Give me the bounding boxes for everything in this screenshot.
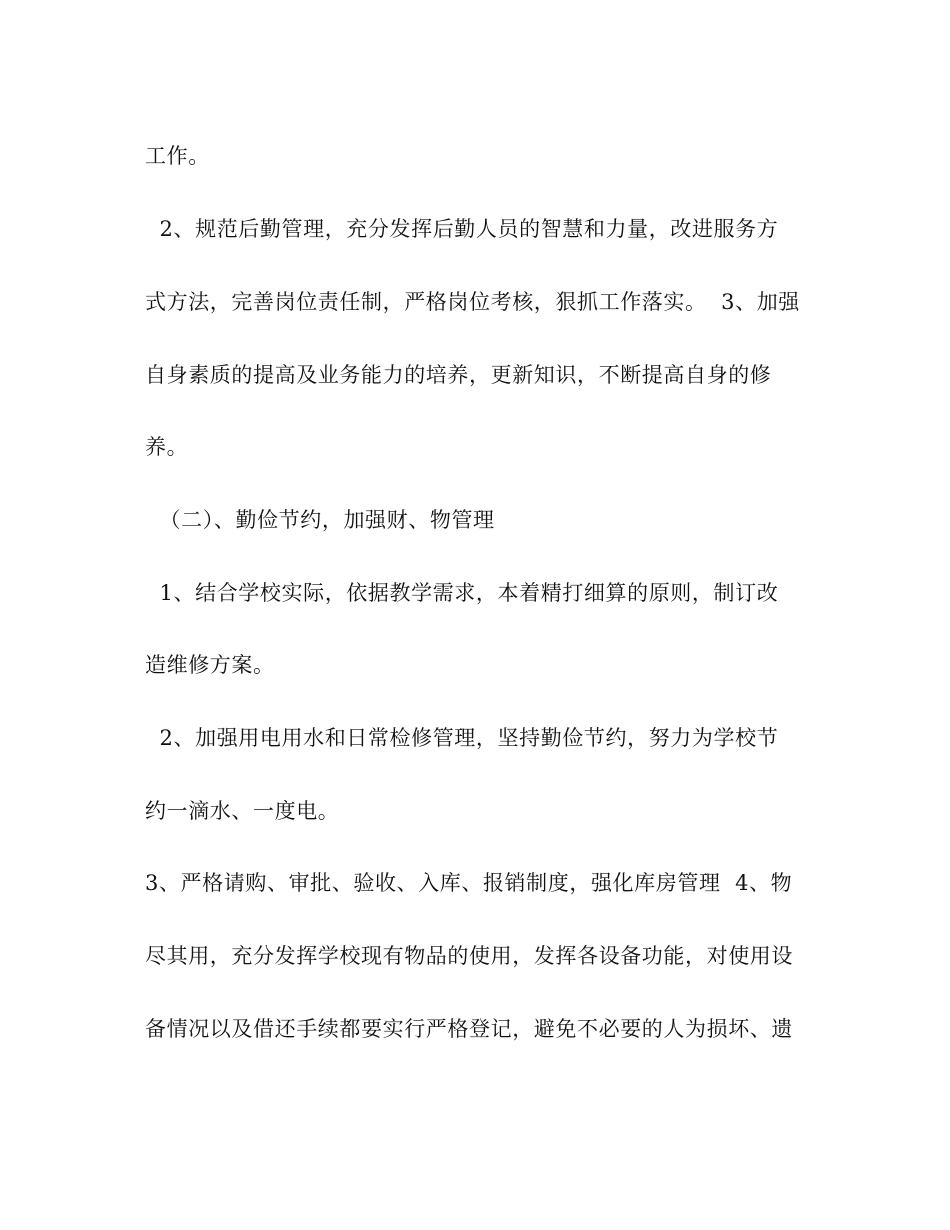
text-line: 自身素质的提高及业务能力的培养，更新知识，不断提高自身的修 bbox=[145, 363, 772, 387]
text-line: 工作。 bbox=[145, 144, 210, 168]
text-line: 2、规范后勤管理，充分发挥后勤人员的智慧和力量，改进服务方 bbox=[145, 217, 779, 241]
text-line: 养。 bbox=[145, 435, 189, 459]
text-line: 尽其用，充分发挥学校现有物品的使用，发挥各设备功能，对使用设 bbox=[145, 944, 793, 968]
text-line: 造维修方案。 bbox=[145, 653, 275, 677]
text-line: 2、加强用电用水和日常检修管理，坚持勤俭节约，努力为学校节 bbox=[145, 726, 779, 750]
text-line: 约一滴水、一度电。 bbox=[145, 799, 340, 823]
text-line: 备情况以及借还手续都要实行严格登记，避免不必要的人为损坏、遗 bbox=[145, 1017, 793, 1041]
text-line: 式方法，完善岗位责任制，严格岗位考核，狠抓工作落实。 3、加强 bbox=[145, 290, 800, 314]
text-line: 3、严格请购、审批、验收、入库、报销制度，强化库房管理 4、物 bbox=[145, 871, 793, 895]
section-heading: （二）、勤俭节约，加强财、物管理 bbox=[145, 508, 495, 532]
text-line: 1、结合学校实际，依据教学需求，本着精打细算的原则，制订改 bbox=[145, 581, 779, 605]
